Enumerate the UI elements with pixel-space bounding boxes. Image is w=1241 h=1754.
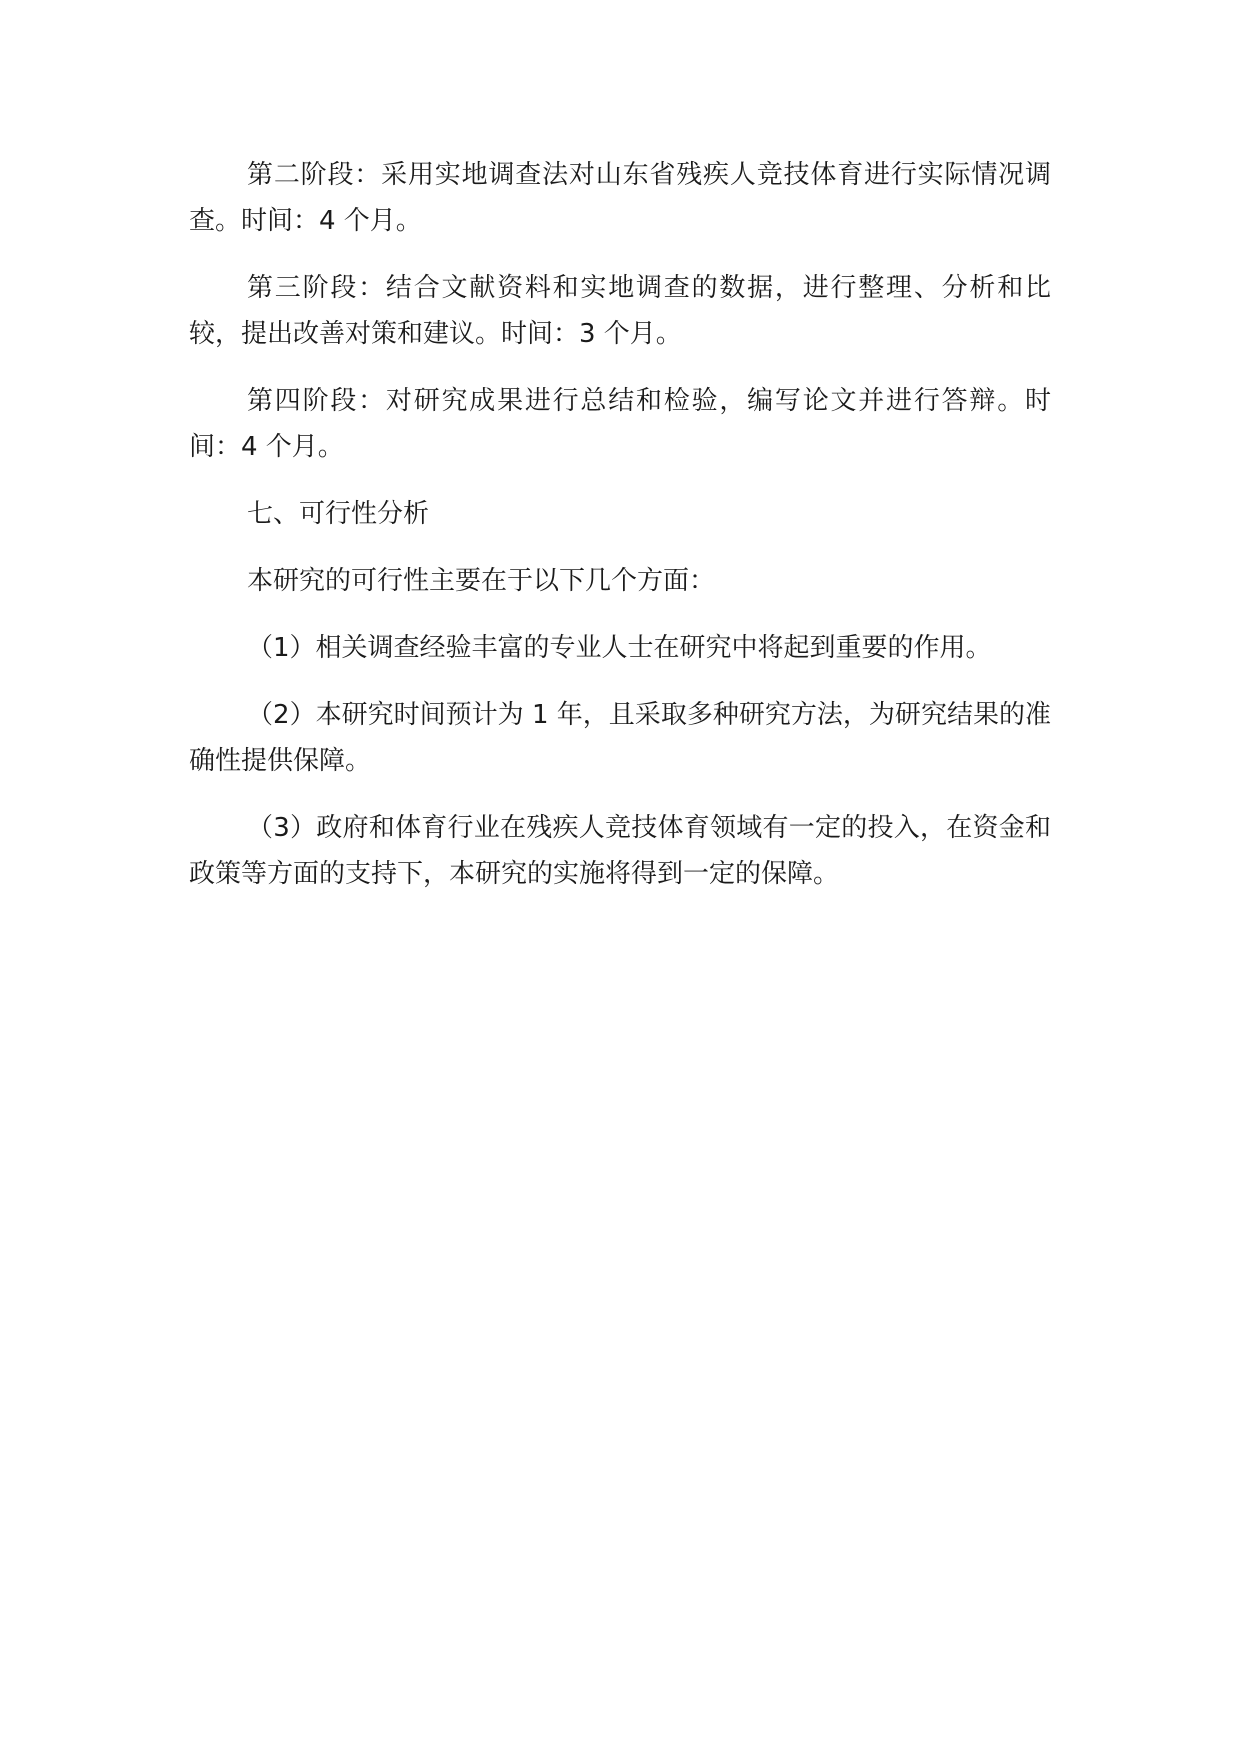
paragraph-stage-three: 第三阶段：结合文献资料和实地调查的数据，进行整理、分析和比较，提出改善对策和建议。时间：3 个月。: [189, 273, 1051, 349]
list-item-feasibility-2: （2）本研究时间预计为 1 年，且采取多种研究方法，为研究结果的准确性提供保障。: [189, 700, 1051, 776]
list-item-feasibility-1: （1）相关调查经验丰富的专业人士在研究中将起到重要的作用。: [247, 633, 992, 663]
paragraph-stage-two: 第二阶段：采用实地调查法对山东省残疾人竞技体育进行实际情况调查。时间：4 个月。: [189, 160, 1051, 236]
paragraph-feasibility-intro: 本研究的可行性主要在于以下几个方面：: [247, 566, 716, 596]
list-item-feasibility-3: （3）政府和体育行业在残疾人竞技体育领域有一定的投入，在资金和政策等方面的支持下，本研究的实施将得到一定的保障。: [189, 813, 1051, 889]
paragraph-stage-four: 第四阶段：对研究成果进行总结和检验，编写论文并进行答辩。时间：4 个月。: [189, 386, 1051, 462]
document-body: [189, 152, 1051, 918]
section-heading-feasibility: 七、可行性分析: [247, 499, 430, 529]
